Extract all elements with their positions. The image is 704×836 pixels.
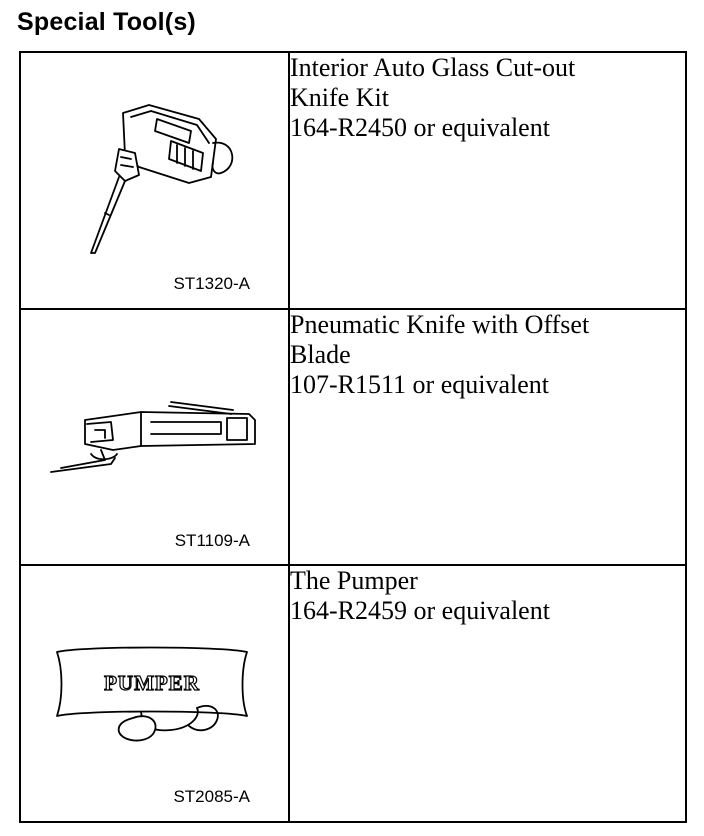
tool-row-pneumatic-knife: [20, 309, 686, 566]
special-tools-table: [19, 51, 687, 823]
tool-name-line: The Pumper: [290, 566, 418, 596]
figure-code: ST1320-A: [173, 274, 250, 293]
tool-name-line: Knife Kit: [290, 83, 389, 112]
pneumatic-knife-icon: [21, 310, 288, 563]
page-title: Special Tool(s): [17, 8, 196, 36]
pumper-figure-label: PUMPER: [104, 671, 200, 696]
figure-code: ST2085-A: [173, 787, 250, 807]
tool-part-number: 164-R2459 or equivalent: [290, 596, 550, 626]
tool-description-cell: [289, 309, 686, 566]
tool-figure-cell: [20, 309, 289, 566]
figure-code: ST1109-A: [174, 530, 250, 550]
tool-description-cell: [289, 52, 686, 309]
tool-figure-cell: [20, 565, 289, 822]
tool-name-line: Blade: [290, 339, 351, 369]
tool-part-number: 107-R1511 or equivalent: [290, 369, 549, 399]
tool-figure-cell: [20, 52, 289, 309]
pumper-bladder-icon: [21, 566, 288, 819]
tool-name-line: Interior Auto Glass Cut-out: [290, 53, 576, 82]
tool-row-pumper: [20, 565, 686, 822]
glass-cutout-knife-icon: [21, 53, 288, 306]
tool-part-number: 164-R2450 or equivalent: [290, 113, 550, 142]
tool-name-line: Pneumatic Knife with Offset: [290, 309, 590, 339]
tool-row-glass-cutout-knife: [20, 52, 686, 309]
tool-description-cell: [289, 565, 686, 822]
